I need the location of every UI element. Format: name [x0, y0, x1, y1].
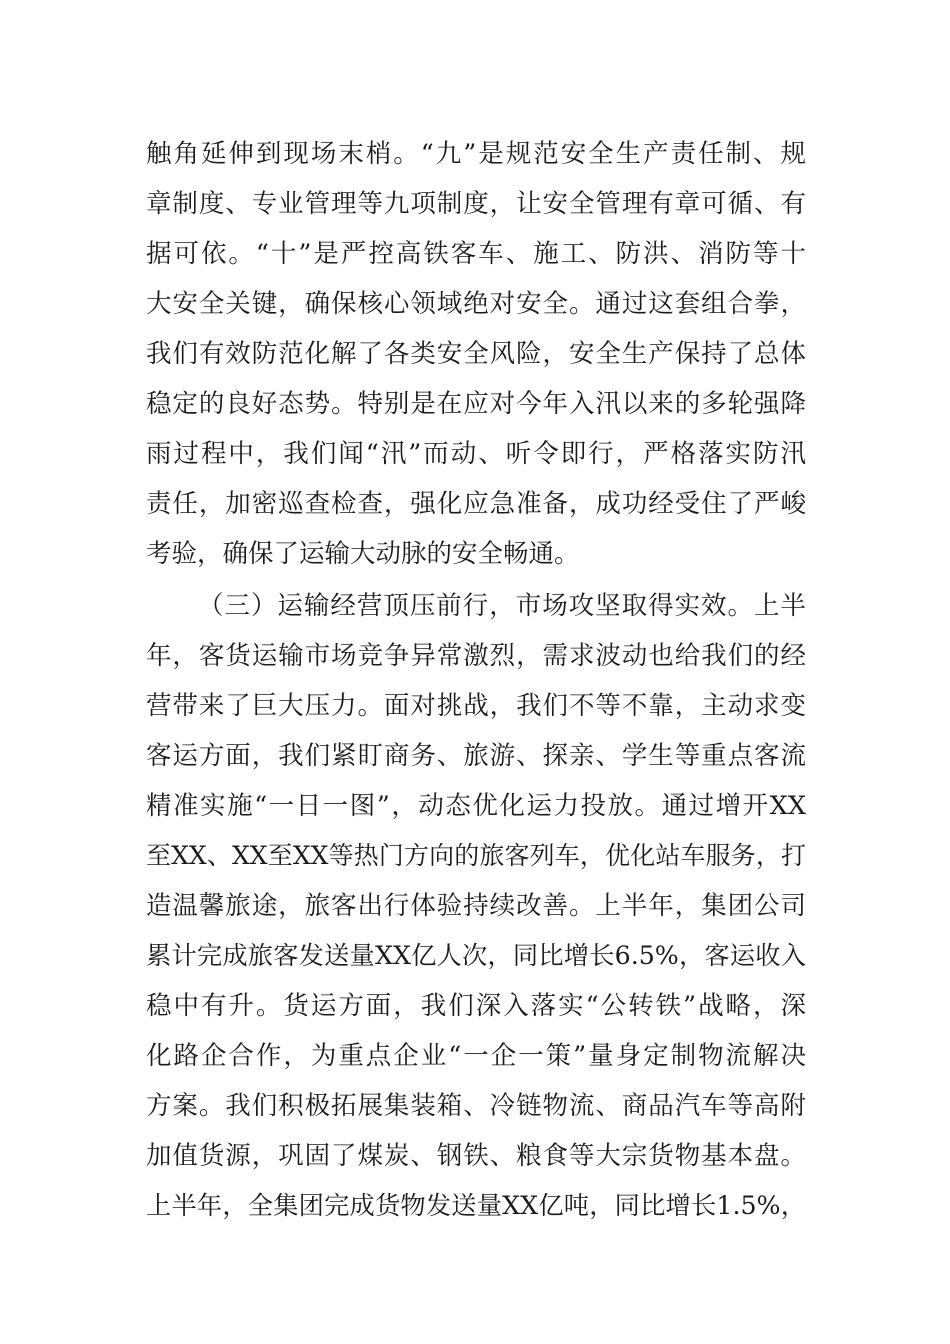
text-line-19: 化路企合作，为重点企业“一企一策”量身定制物流解决: [146, 1041, 806, 1071]
text-line-3: 据可依。“十”是严控高铁客车、施工、防洪、消防等十: [146, 239, 806, 269]
text-line-17: 累计完成旅客发送量XX亿人次，同比增长6.5%，客运收入: [146, 941, 806, 970]
text-line-11: 年，客货运输市场竞争异常激烈，需求波动也给我们的经: [146, 641, 806, 671]
text-line-13: 客运方面，我们紧盯商务、旅游、探亲、学生等重点客流: [146, 741, 806, 771]
text-line-18: 稳中有升。货运方面，我们深入落实“公转铁”战略，深: [146, 991, 806, 1021]
section-heading-3: （三）运输经营顶压前行，市场攻坚取得实效。上半: [198, 591, 806, 621]
text-line-2: 章制度、专业管理等九项制度，让安全管理有章可循、有: [146, 189, 806, 219]
text-line-20: 方案。我们积极拓展集装箱、冷链物流、商品汽车等高附: [146, 1091, 806, 1121]
text-line-15: 至XX、XX至XX等热门方向的旅客列车，优化站车服务，打: [146, 841, 806, 870]
text-line-5: 我们有效防范化解了各类安全风险，安全生产保持了总体: [146, 339, 806, 369]
text-line-22: 上半年，全集团完成货物发送量XX亿吨，同比增长1.5%，: [146, 1191, 806, 1220]
text-line-21: 加值货源，巩固了煤炭、钢铁、粮食等大宗货物基本盘。: [146, 1141, 806, 1171]
text-line-6: 稳定的良好态势。特别是在应对今年入汛以来的多轮强降: [146, 389, 806, 419]
text-line-9: 考验，确保了运输大动脉的安全畅通。: [146, 539, 580, 569]
text-line-14: 精准实施“一日一图”，动态优化运力投放。通过增开XX: [146, 791, 806, 821]
text-line-8: 责任，加密巡查检查，强化应急准备，成功经受住了严峻: [146, 489, 806, 519]
text-line-7: 雨过程中，我们闻“汛”而动、听令即行，严格落实防汛: [146, 439, 806, 469]
text-line-12: 营带来了巨大压力。面对挑战，我们不等不靠，主动求变: [146, 691, 806, 721]
text-line-1: 触角延伸到现场末梢。“九”是规范安全生产责任制、规: [146, 139, 806, 169]
text-line-4: 大安全关键，确保核心领域绝对安全。通过这套组合拳，: [146, 289, 806, 319]
text-line-16: 造温馨旅途，旅客出行体验持续改善。上半年，集团公司: [146, 891, 806, 921]
